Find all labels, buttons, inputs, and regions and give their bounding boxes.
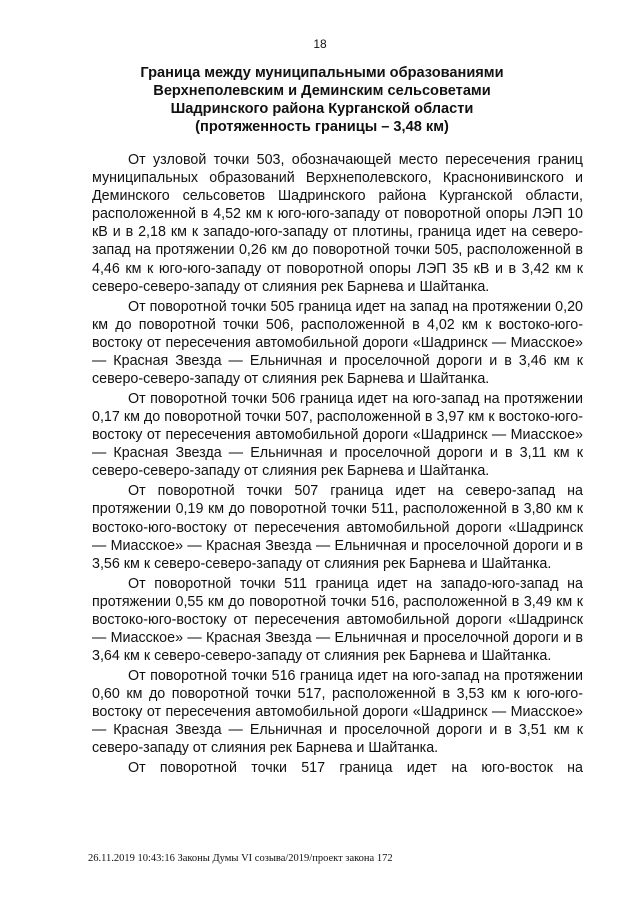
paragraph: От поворотной точки 516 граница идет на юго-запад на протяжении 0,60 км до поворотной точки 517, расположенной в 3,53 км к юго-юго-востоку от пересечения автомобильной дороги «Шадринск — Миасское» — Красная Звезда — Ельничная и проселочной дороги и в 3,51 км к северо-западу от слияния рек Барнева и Шайтанка. [92,668,583,757]
document-body [92,151,583,779]
paragraph: От поворотной точки 511 граница идет на западо-юго-запад на протяжении 0,55 км до поворотной точки 516, расположенной в 3,49 км к востоко-юго-востоку от пересечения автомобильной дороги «Шадринск — Миасское» — Красная Звезда — Ельничная и проселочной дороги и в 3,64 км к северо-северо-западу от слияния рек Барнева и Шайтанка. [92,575,583,665]
paragraph: От узловой точки 503, обозначающей место пересечения границ муниципальных образований Верхнеполевского, Краснонивинского и Деминского сельсоветов Шадринского района Курганской области, расположенной в 4,52 км к юго-юго-западу от поворотной опоры ЛЭП 10 кВ и в 2,18 км к западо-юго-западу от плотины, граница идет на северо-запад на протяжении 0,26 км до поворотной точки 505, расположенной в 4,46 км к юго-юго-западу от поворотной опоры ЛЭП 35 кВ и в 3,42 км к северо-северо-западу от слияния рек Барнева и Шайтанка. [92,152,583,295]
page-number: 18 [313,37,327,51]
title-line: Шадринского района Курганской области [170,101,474,117]
document-footer: 26.11.2019 10:43:16 Законы Думы VI созыва/2019/проект закона 172 [88,853,393,864]
paragraph: От поворотной точки 505 граница идет на запад на протяжении 0,20 км до поворотной точки 506, расположенной в 4,02 км к востоко-юго-востоку от пересечения автомобильной дороги «Шадринск — Миасское» — Красная Звезда — Ельничная и проселочной дороги и в 3,46 км к северо-северо-западу от слияния рек Барнева и Шайтанка. [92,298,583,388]
title-line: Верхнеполевским и Деминским сельсоветами [153,83,491,99]
paragraph: От поворотной точки 506 граница идет на юго-запад на протяжении 0,17 км до поворотной точки 507, расположенной в 3,97 км к востоко-юго-востоку от пересечения автомобильной дороги «Шадринск — Миасское» — Красная Звезда — Ельничная и проселочной дороги и в 3,11 км к северо-северо-западу от слияния рек Барнева и Шайтанка. [92,391,583,480]
paragraph: От поворотной точки 507 граница идет на северо-запад на протяжении 0,19 км до поворотной точки 511, расположенной в 3,80 км к востоко-юго-востоку от пересечения автомобильной дороги «Шадринск — Миасское» — Красная Звезда — Ельничная и проселочной дороги и в 3,56 км к северо-северо-западу от слияния рек Барнева и Шайтанка. [92,483,583,572]
title-line: Граница между муниципальными образованиями [140,65,504,81]
paragraph-continued: От поворотной точки 517 граница идет на юго-восток на [128,760,583,777]
document-title [60,64,584,136]
title-line: (протяженность границы – 3,48 км) [195,119,449,135]
